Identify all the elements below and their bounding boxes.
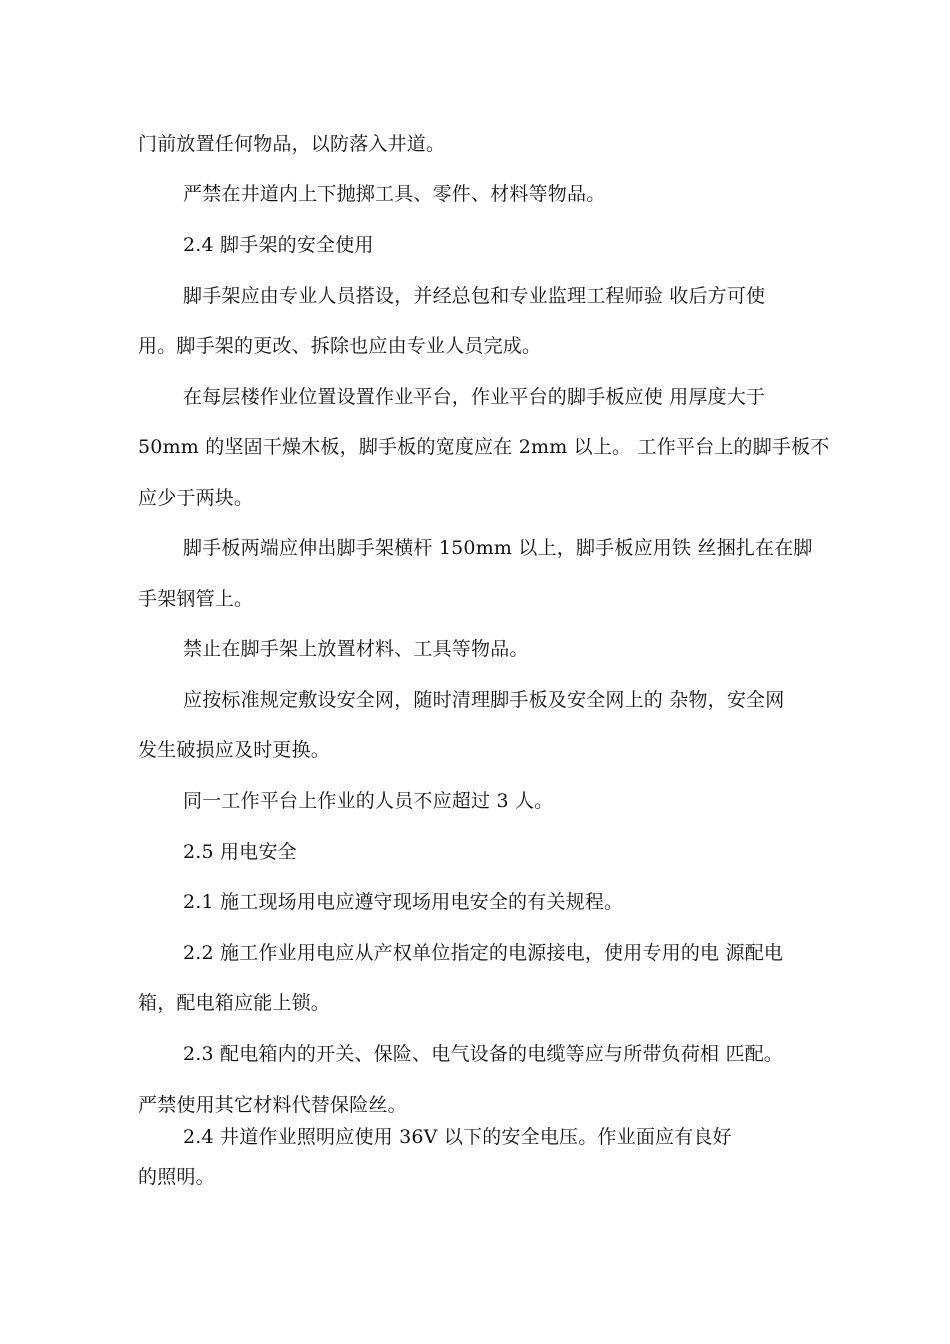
text-line: 门前放置任何物品，以防落入井道。 bbox=[138, 133, 446, 155]
text-line: 严禁使用其它材料代替保险丝。 bbox=[138, 1094, 407, 1116]
text-line: 2.4 井道作业照明应使用 36V 以下的安全电压。作业面应有良好 bbox=[183, 1126, 732, 1148]
text-line: 用。脚手架的更改、拆除也应由专业人员完成。 bbox=[138, 335, 542, 357]
section-heading: 2.5 用电安全 bbox=[183, 841, 297, 863]
text-line: 应按标准规定敷设安全网，随时清理脚手板及安全网上的 杂物，安全网 bbox=[183, 689, 785, 711]
text-line: 脚手架应由专业人员搭设，并经总包和专业监理工程师验 收后方可使 bbox=[183, 285, 766, 307]
text-line: 箱，配电箱应能上锁。 bbox=[138, 992, 331, 1014]
text-line: 50mm 的坚固干燥木板，脚手板的宽度应在 2mm 以上。 工作平台上的脚手板不 bbox=[138, 436, 830, 458]
text-line: 禁止在脚手架上放置材料、工具等物品。 bbox=[183, 638, 529, 660]
text-line: 脚手板两端应伸出脚手架横杆 150mm 以上，脚手板应用铁 丝捆扎在在脚 bbox=[183, 537, 813, 559]
text-line: 发生破损应及时更换。 bbox=[138, 739, 331, 761]
text-line: 2.3 配电箱内的开关、保险、电气设备的电缆等应与所带负荷相 匹配。 bbox=[183, 1043, 784, 1065]
section-heading: 2.4 脚手架的安全使用 bbox=[183, 234, 374, 256]
text-line: 应少于两块。 bbox=[138, 487, 254, 509]
text-line: 手架钢管上。 bbox=[138, 588, 254, 610]
text-line: 同一工作平台上作业的人员不应超过 3 人。 bbox=[183, 790, 554, 812]
text-line: 在每层楼作业位置设置作业平台，作业平台的脚手板应使 用厚度大于 bbox=[183, 386, 766, 408]
text-line: 严禁在井道内上下抛掷工具、零件、材料等物品。 bbox=[183, 183, 606, 205]
text-line: 2.2 施工作业用电应从产权单位指定的电源接电，使用专用的电 源配电 bbox=[183, 942, 784, 964]
text-line: 2.1 施工现场用电应遵守现场用电安全的有关规程。 bbox=[183, 891, 624, 913]
text-line: 的照明。 bbox=[138, 1166, 215, 1188]
